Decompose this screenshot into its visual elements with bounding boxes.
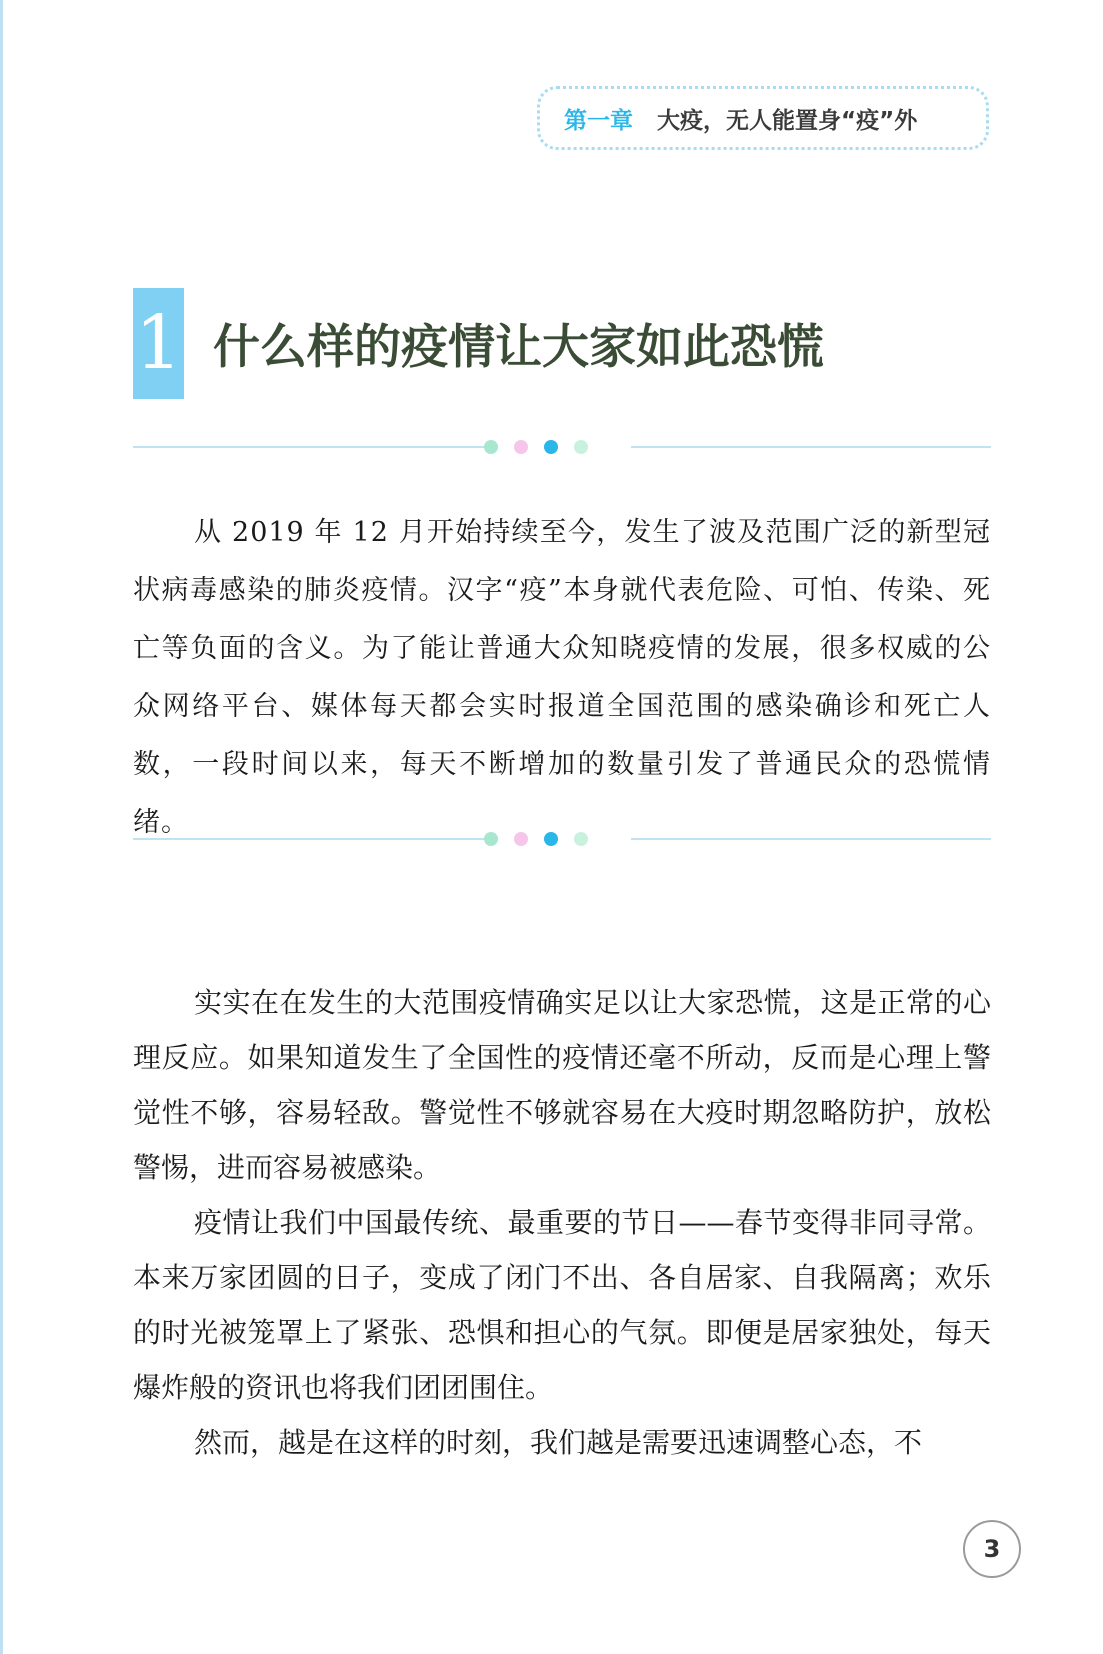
- divider-dot-blue: [544, 440, 558, 454]
- body-paragraph: 疫情让我们中国最传统、最重要的节日——春节变得非同寻常。本来万家团圆的日子，变成了闭门不出、各自居家、自我隔离；欢乐的时光被笼罩上了紧张、恐惧和担心的气氛。即便是居家独处，每天爆炸般的资讯也将我们团团围住。: [133, 1206, 991, 1404]
- chapter-number: 第一章: [564, 107, 633, 134]
- divider-dot-mint: [574, 832, 588, 846]
- divider-line-left: [133, 838, 491, 840]
- divider-dot-blue: [544, 832, 558, 846]
- section-title: 什么样的疫情让大家如此恐慌: [213, 320, 824, 375]
- divider-dot-pink: [514, 440, 528, 454]
- chapter-header: [537, 86, 989, 150]
- divider-dot-pink: [514, 832, 528, 846]
- divider-top: [133, 440, 991, 454]
- chapter-title: 大疫，无人能置身“疫”外: [657, 107, 918, 134]
- body-paragraph: 然而，越是在这样的时刻，我们越是需要迅速调整心态，不: [194, 1426, 923, 1459]
- left-edge-rule: [0, 0, 3, 1654]
- divider-bottom: [133, 832, 991, 846]
- divider-line-right: [631, 446, 991, 448]
- summary-paragraph: 从 2019 年 12 月开始持续至今，发生了波及范围广泛的新型冠状病毒感染的肺炎疫情。汉字“疫”本身就代表危险、可怕、传染、死亡等负面的含义。为了能让普通大众知晓疫情的发展，很多权威的公众网络平台、媒体每天都会实时报道全国范围的感染确诊和死亡人数，一段时间以来，每天不断增加的数量引发了普通民众的恐慌情绪。: [133, 517, 991, 838]
- body-text: [133, 975, 991, 1470]
- divider-line-left: [133, 446, 491, 448]
- divider-dot-green: [484, 832, 498, 846]
- divider-dot-green: [484, 440, 498, 454]
- page-number: 3: [963, 1520, 1021, 1578]
- body-paragraph: 实实在在发生的大范围疫情确实足以让大家恐慌，这是正常的心理反应。如果知道发生了全国性的疫情还毫不所动，反而是心理上警觉性不够，容易轻敌。警觉性不够就容易在大疫时期忽略防护，放松警惕，进而容易被感染。: [133, 986, 991, 1184]
- section-number: 1: [133, 288, 184, 399]
- divider-dot-mint: [574, 440, 588, 454]
- divider-line-right: [631, 838, 991, 840]
